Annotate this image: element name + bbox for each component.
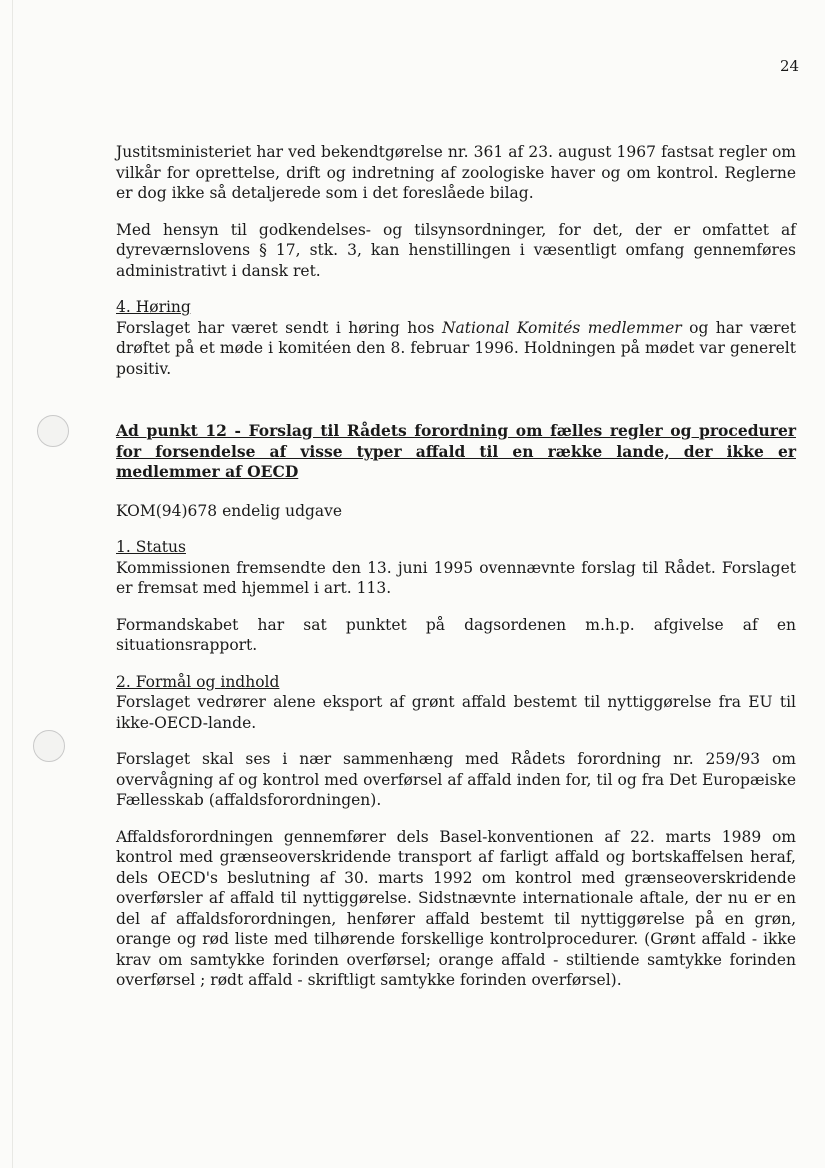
- punch-hole-bottom: [33, 730, 65, 762]
- paragraph-formaal-2: Forslaget skal ses i nær sammenhæng med Rådets forordning nr. 259/93 om overvågning af og kontrol med overførsel af affald inden for, til og fra Det Europæiske Fællesskab (affaldsforordningen).: [116, 750, 796, 809]
- document-body: [116, 142, 796, 991]
- document-reference: KOM(94)678 endelig udgave: [116, 501, 343, 520]
- paragraph-hoering: [116, 318, 796, 380]
- section-heading-formaal: 2. Formål og indhold: [116, 672, 280, 691]
- hoering-text-end: og har været drøftet på et møde i komitéen den 8. februar 1996. Holdningen på mødet var generelt positiv.: [116, 318, 796, 378]
- paragraph-status-1: Kommissionen fremsendte den 13. juni 1995 ovennævnte forslag til Rådet. Forslaget er fremsat med hjemmel i art. 113.: [116, 558, 796, 597]
- section-heading-status: 1. Status: [116, 538, 186, 556]
- paragraph-intro-1: Justitsministeriet har ved bekendtgørelse nr. 361 af 23. august 1967 fastsat regler om vilkår for oprettelse, drift og indretning af zoologiske haver og om kontrol. Reglerne er dog ikke så detaljerede som i det foreslåede bilag.: [116, 143, 796, 202]
- agenda-item-heading: Ad punkt 12 - Forslag til Rådets forordning om fælles regler og procedurer for forsendelse af visse typer affald til en række lande, der ikke er medlemmer af OECD: [116, 421, 796, 481]
- paragraph-formaal-3: Affaldsforordningen gennemfører dels Basel-konventionen af 22. marts 1989 om kontrol med grænseoverskridende transport af farligt affald og bortskaffelsen heraf, dels OECD's beslutning af 30. marts 1992 om kontrol med grænseoverskridende overførsler af affald til nyttiggørelse. Sidstnævnte internationale aftale, der nu er en del af affaldsforordningen, henfører affald bestemt til nyttiggørelse på en grøn, orange og rød liste med tilhørende forskellige kontrolprocedurer. (Grønt affald - ikke krav om samtykke forinden overførsel; orange affald - stiltiende samtykke forinden overførsel ; rødt affald - skriftligt samtykke forinden overførsel).: [116, 827, 796, 989]
- paragraph-formaal-1: Forslaget vedrører alene eksport af grønt affald bestemt til nyttiggørelse fra EU til ikke-OECD-lande.: [116, 693, 796, 732]
- paragraph-intro-2: Med hensyn til godkendelses- og tilsynsordninger, for det, der er omfattet af dyreværnslovens § 17, stk. 3, kan henstillingen i væsentligt omfang gennemføres administrativt i dansk ret.: [116, 220, 796, 280]
- hoering-text-start: Forslaget har været sendt i høring hos: [116, 318, 442, 337]
- punch-hole-top: [37, 415, 69, 447]
- paragraph-status-2: Formandskabet har sat punktet på dagsordenen m.h.p. afgivelse af en situationsrapport.: [116, 615, 796, 654]
- hoering-italic-committee: National Komités medlemmer: [441, 318, 682, 337]
- page-number: 24: [780, 57, 800, 75]
- scan-edge-line: [12, 0, 13, 1168]
- section-heading-hoering: 4. Høring: [116, 298, 191, 316]
